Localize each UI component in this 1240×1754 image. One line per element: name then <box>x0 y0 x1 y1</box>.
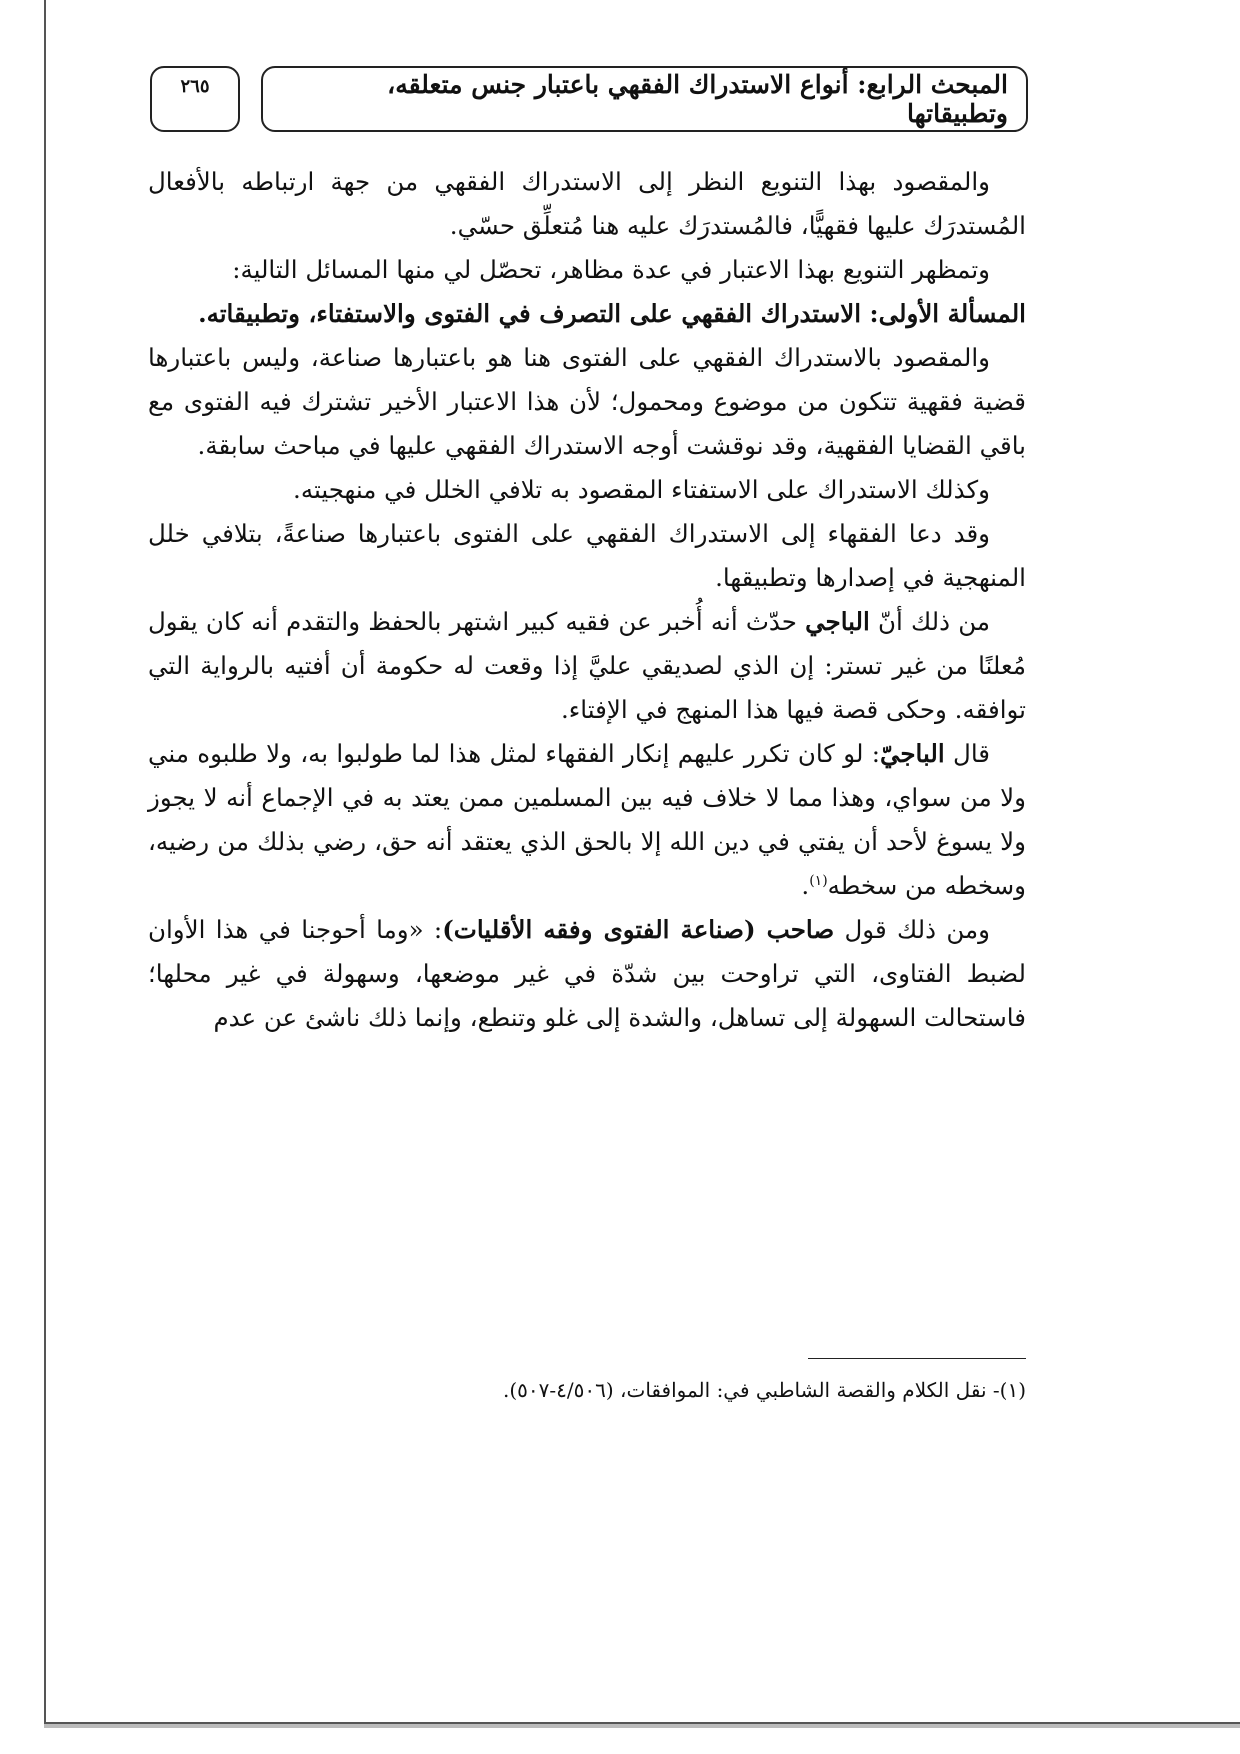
paragraph: قال الباجيّ: لو كان تكرر عليهم إنكار الفقهاء لمثل هذا لما طولبوا به، ولا طلبوه مني ولا من سواي، وهذا مما لا خلاف فيه بين المسلمين ممن يعتد به في الإجماع أنه لا يجوز ولا يسوغ لأحد أن يفتي في دين الله إلا بالحق الذي يعتقد أنه حق، رضي بذلك من رضيه، وسخطه من سخطه$^{(١)}$. <box>148 739 1026 900</box>
paragraph: وكذلك الاستدراك على الاستفتاء المقصود به تلافي الخلل في منهجيته. <box>293 475 990 504</box>
paragraph: ومن ذلك قول صاحب (صناعة الفتوى وفقه الأقليات): «وما أحوجنا في هذا الأوان لضبط الفتاوى، التي تراوحت بين شدّة في غير موضعها، وسهولة في غير محلها؛ فاستحالت السهولة إلى تساهل، والشدة إلى غلو وتنطع، وإنما ذلك ناشئ عن عدم <box>148 915 1026 1032</box>
section-heading-label: المسألة الأولى <box>878 299 1026 328</box>
scholar-name: الباجيّ <box>879 739 945 768</box>
page-header <box>150 66 1030 136</box>
paragraph: والمقصود بهذا التنويع النظر إلى الاستدراك الفقهي من جهة ارتباطه بالأفعال المُستدرَك عليها فقهيًّا، فالمُستدرَك عليه هنا مُتعلِّق حسّي. <box>148 167 1026 240</box>
page-number: ٢٦٥ <box>150 66 240 132</box>
section-heading <box>148 292 1026 336</box>
paragraph: من ذلك أنّ الباجي حدّث أنه أُخبر عن فقيه كبير اشتهر بالحفظ والتقدم أنه كان يقول مُعلنًا من غير تستر: إن الذي لصديقي عليَّ إذا وقعت له حكومة أن أفتيه بالرواية التي توافقه. وحكى قصة فيها هذا المنهج في الإفتاء. <box>148 607 1026 724</box>
footnote-separator <box>808 1358 1026 1359</box>
paragraph: وقد دعا الفقهاء إلى الاستدراك الفقهي على الفتوى باعتبارها صناعةً، بتلافي خلل المنهجية في إصدارها وتطبيقها. <box>148 519 1026 592</box>
section-heading-text: : الاستدراك الفقهي على التصرف في الفتوى والاستفتاء، وتطبيقاته. <box>198 299 879 328</box>
paragraph: وتمظهر التنويع بهذا الاعتبار في عدة مظاهر، تحصّل لي منها المسائل التالية: <box>232 255 990 284</box>
footnote-marker: (١)- <box>992 1378 1026 1402</box>
chapter-title: المبحث الرابع: أنواع الاستدراك الفقهي باعتبار جنس متعلقه، وتطبيقاتها <box>261 66 1028 132</box>
body-text <box>148 160 1026 1040</box>
footnote-reference[interactable]: (١) <box>809 872 828 889</box>
paragraph: والمقصود بالاستدراك الفقهي على الفتوى هنا هو باعتبارها صناعة، وليس باعتبارها قضية فقهية تتكون من موضوع ومحمول؛ لأن هذا الاعتبار الأخير تشترك فيه الفتوى مع باقي القضايا الفقهية، وقد نوقشت أوجه الاستدراك الفقهي عليها في مباحث سابقة. <box>148 343 1026 460</box>
book-title: صاحب (صناعة الفتوى وفقه الأقليات) <box>442 915 835 944</box>
footnote-text: نقل الكلام والقصة الشاطبي في: الموافقات، (٤/٥٠٦-٥٠٧). <box>503 1378 987 1402</box>
scholar-name: الباجي <box>805 607 870 636</box>
footnote <box>148 1370 1026 1410</box>
